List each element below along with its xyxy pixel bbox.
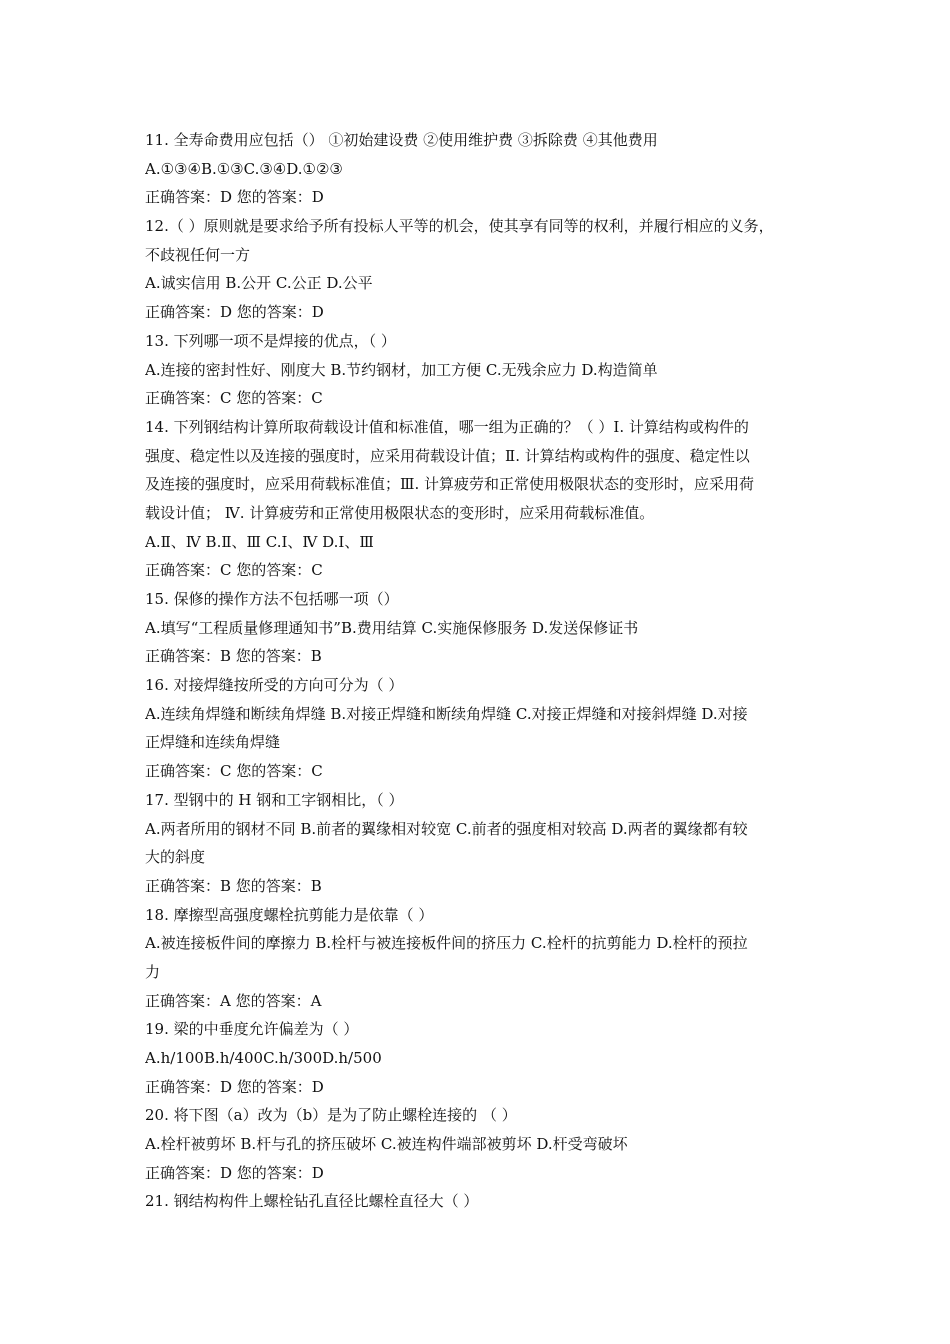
text-line: 12.（ ）原则就是要求给予所有投标人平等的机会，使其享有同等的权利，并履行相应的义务， [145, 217, 774, 236]
text-line: 大的斜度 [145, 848, 206, 867]
text-line: 正确答案：D 您的答案：D [145, 303, 324, 322]
text-line: A.Ⅱ、Ⅳ B.Ⅱ、Ⅲ C.Ⅰ、Ⅳ D.Ⅰ、Ⅲ [145, 532, 374, 551]
text-line: 正焊缝和连续角焊缝 [145, 733, 281, 752]
text-line: 13. 下列哪一项不是焊接的优点，（ ） [145, 331, 396, 350]
text-line: 20. 将下图（a）改为（b）是为了防止螺栓连接的 （ ） [145, 1106, 517, 1125]
text-line: 21. 钢结构构件上螺栓钻孔直径比螺栓直径大（ ） [145, 1192, 479, 1211]
text-line: 正确答案：C 您的答案：C [145, 561, 323, 580]
text-line: A.栓杆被剪坏 B.杆与孔的挤压破坏 C.被连构件端部被剪坏 D.杆受弯破坏 [145, 1135, 628, 1154]
text-line: 不歧视任何一方 [145, 245, 251, 264]
text-line: 正确答案：C 您的答案：C [145, 389, 323, 408]
text-line: 14. 下列钢结构计算所取荷载设计值和标准值，哪一组为正确的？（ ）Ⅰ. 计算结构或构件的 [145, 417, 749, 436]
text-line: A.被连接板件间的摩擦力 B.栓杆与被连接板件间的挤压力 C.栓杆的抗剪能力 D.栓杆的预拉 [145, 934, 748, 953]
text-line: 强度、稳定性以及连接的强度时，应采用荷载设计值；Ⅱ. 计算结构或构件的强度、稳定性以 [145, 446, 750, 465]
text-line: 18. 摩擦型高强度螺栓抗剪能力是依靠（ ） [145, 905, 434, 924]
text-line: 及连接的强度时，应采用荷载标准值；Ⅲ. 计算疲劳和正常使用极限状态的变形时，应采用荷 [145, 475, 755, 494]
text-line: 载设计值； Ⅳ. 计算疲劳和正常使用极限状态的变形时，应采用荷载标准值。 [145, 503, 655, 522]
text-line: A.①③④B.①③C.③④D.①②③ [145, 159, 343, 178]
text-line: 19. 梁的中垂度允许偏差为（ ） [145, 1020, 359, 1039]
text-line: 力 [145, 962, 161, 981]
text-line: 正确答案：D 您的答案：D [145, 188, 324, 207]
text-line: A.h/100B.h/400C.h/300D.h/500 [145, 1049, 382, 1067]
text-line: 15. 保修的操作方法不包括哪一项（） [145, 590, 399, 608]
text-line: A.填写“工程质量修理通知书”B.费用结算 C.实施保修服务 D.发送保修证书 [145, 618, 639, 637]
text-line: 正确答案：D 您的答案：D [145, 1077, 324, 1096]
text-line: 正确答案：B 您的答案：B [145, 647, 322, 666]
text-line: 正确答案：B 您的答案：B [145, 876, 322, 895]
text-line: 11. 全寿命费用应包括（） ①初始建设费 ②使用维护费 ③拆除费 ④其他费用 [145, 131, 658, 149]
text-line: 16. 对接焊缝按所受的方向可分为（ ） [145, 676, 404, 695]
text-line: 正确答案：C 您的答案：C [145, 762, 323, 781]
text-line: 正确答案：A 您的答案：A [145, 991, 322, 1010]
text-line: 正确答案：D 您的答案：D [145, 1163, 324, 1182]
text-line: A.诚实信用 B.公开 C.公正 D.公平 [145, 274, 373, 293]
text-line: 17. 型钢中的 H 钢和工字钢相比，（ ） [145, 790, 404, 809]
text-line: A.连续角焊缝和断续角焊缝 B.对接正焊缝和断续角焊缝 C.对接正焊缝和对接斜焊缝 D.对接 [145, 704, 748, 723]
text-line: A.连接的密封性好、刚度大 B.节约钢材，加工方便 C.无残余应力 D.构造简单 [145, 360, 658, 379]
text-line: A.两者所用的钢材不同 B.前者的翼缘相对较宽 C.前者的强度相对较高 D.两者的翼缘都有较 [145, 819, 748, 838]
document-page [145, 126, 825, 1216]
